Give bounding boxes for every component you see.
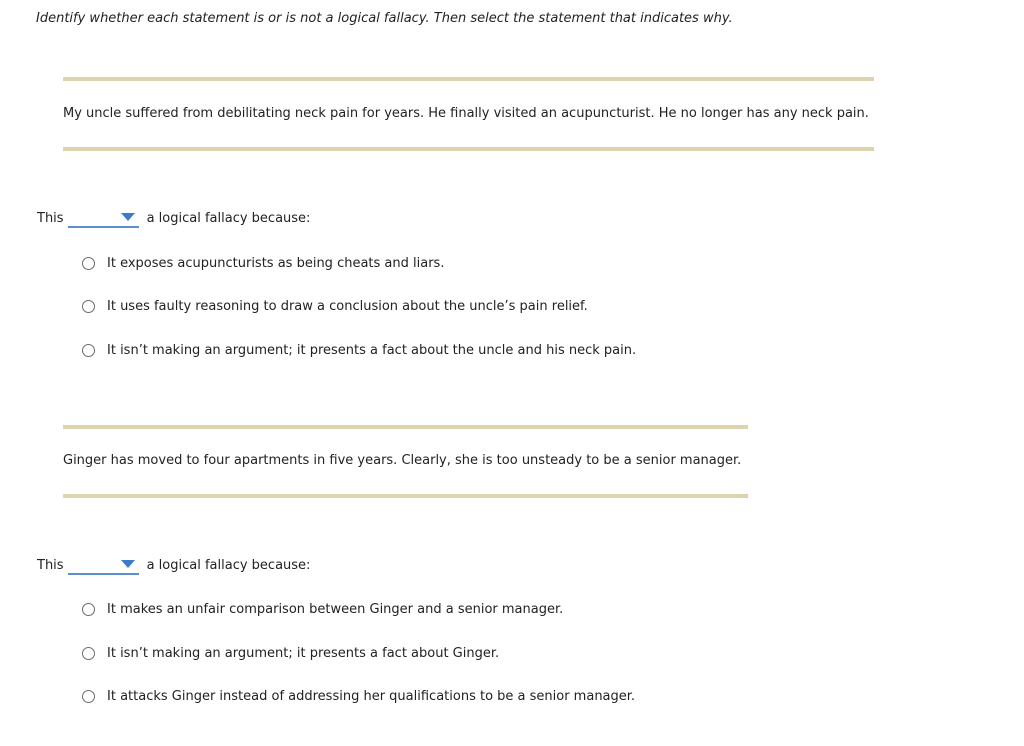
fallacy-sentence: [37, 553, 310, 575]
statement-text: Ginger has moved to four apartments in five years. Clearly, she is too unsteady to be a senior manager.: [63, 453, 742, 468]
option-label: It attacks Ginger instead of addressing her qualifications to be a senior manager.: [107, 689, 636, 704]
option-label: It makes an unfair comparison between Ginger and a senior manager.: [107, 602, 564, 617]
statement-top-rule: [63, 77, 874, 81]
sentence-prefix: This: [37, 558, 64, 573]
radio-circle-icon[interactable]: [82, 647, 95, 660]
is-isnot-dropdown[interactable]: [68, 555, 139, 575]
option-label: It isn’t making an argument; it presents a fact about Ginger.: [107, 646, 500, 661]
answer-option[interactable]: [82, 646, 499, 661]
option-label: It isn’t making an argument; it presents a fact about the uncle and his neck pain.: [107, 343, 637, 358]
statement-bottom-rule: [63, 147, 874, 151]
radio-circle-icon[interactable]: [82, 257, 95, 270]
fallacy-sentence: [37, 206, 310, 228]
statement-text: My uncle suffered from debilitating neck pain for years. He finally visited an acupuncturist. He no longer has any neck pain.: [63, 106, 869, 121]
sentence-suffix: a logical fallacy because:: [146, 211, 311, 226]
is-isnot-dropdown[interactable]: [68, 208, 139, 228]
option-label: It exposes acupuncturists as being cheats and liars.: [107, 256, 445, 271]
triangle-down-icon: [121, 560, 135, 568]
option-label: It uses faulty reasoning to draw a conclusion about the uncle’s pain relief.: [107, 299, 588, 314]
radio-circle-icon[interactable]: [82, 300, 95, 313]
answer-option[interactable]: [82, 602, 563, 617]
answer-option[interactable]: [82, 299, 588, 314]
answer-option[interactable]: [82, 343, 636, 358]
sentence-suffix: a logical fallacy because:: [146, 558, 311, 573]
radio-circle-icon[interactable]: [82, 344, 95, 357]
statement-top-rule: [63, 425, 748, 429]
radio-circle-icon[interactable]: [82, 603, 95, 616]
triangle-down-icon: [121, 213, 135, 221]
sentence-prefix: This: [37, 211, 64, 226]
statement-bottom-rule: [63, 494, 748, 498]
instructions-text: Identify whether each statement is or is not a logical fallacy. Then select the statement that indicates why.: [36, 11, 733, 26]
radio-circle-icon[interactable]: [82, 690, 95, 703]
answer-option[interactable]: [82, 256, 444, 271]
answer-option[interactable]: [82, 689, 635, 704]
